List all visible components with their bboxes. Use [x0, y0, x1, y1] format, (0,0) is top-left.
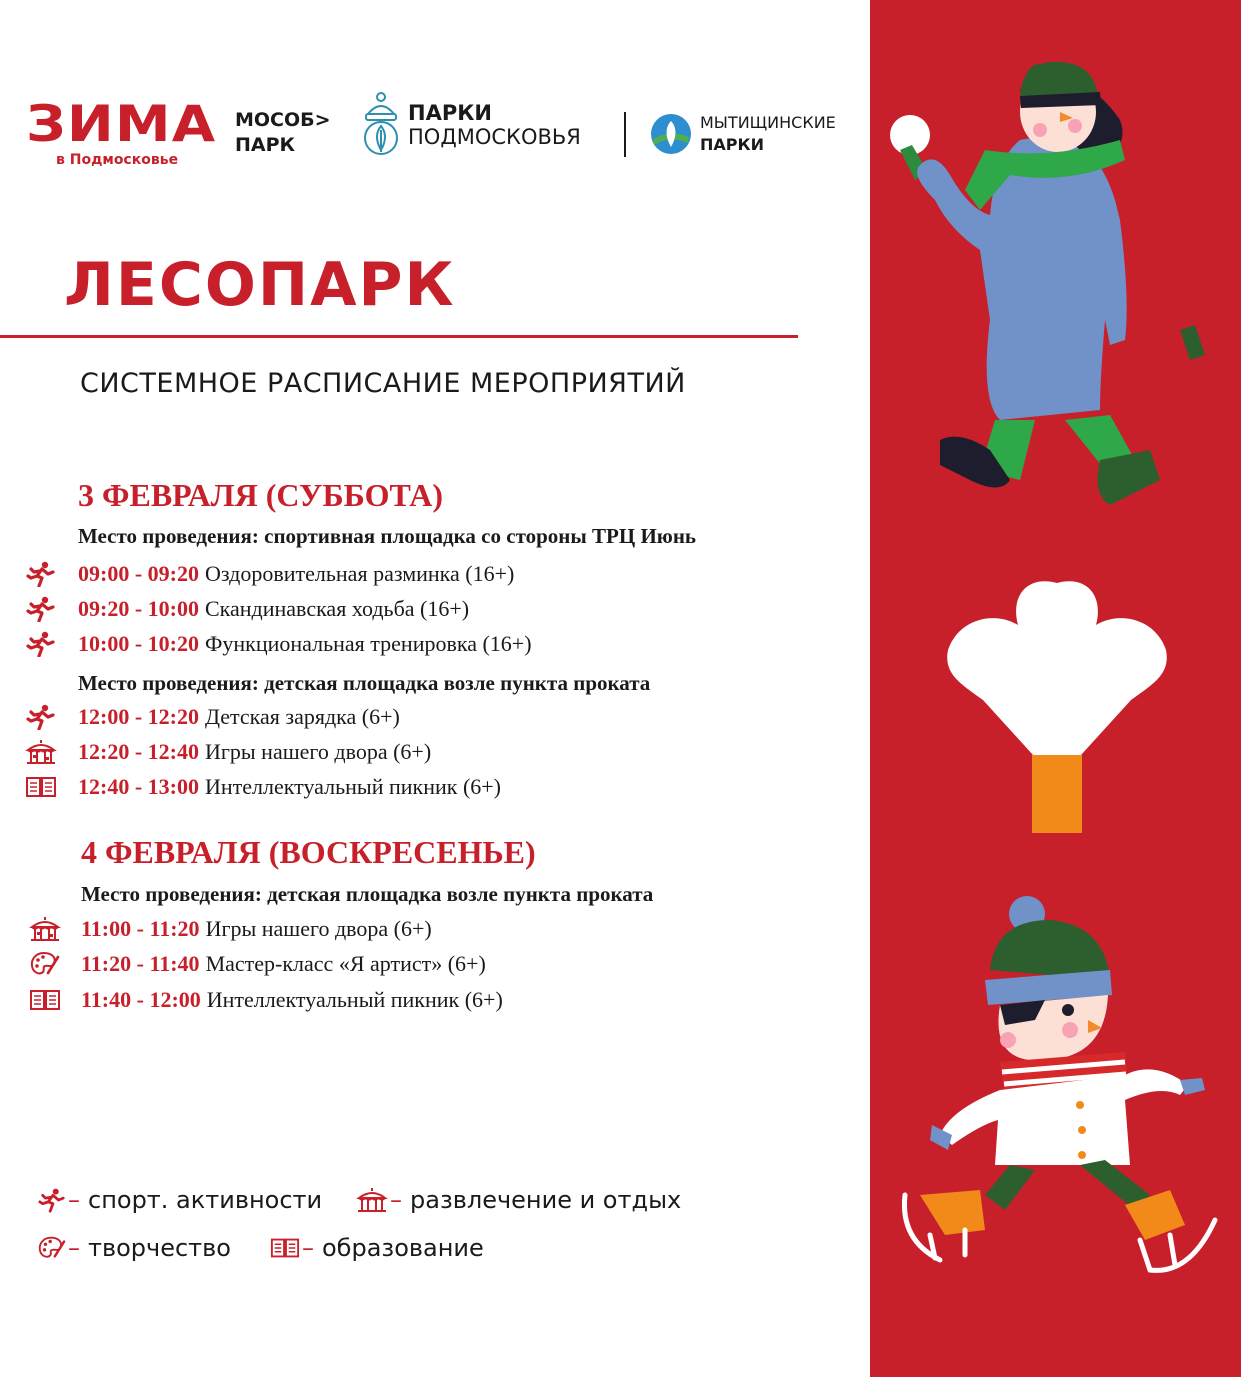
- running-icon: [24, 704, 58, 730]
- leaf-hat-icon: [362, 92, 400, 158]
- book-icon: [270, 1236, 300, 1260]
- schedule-row: [24, 629, 784, 659]
- legend-item-education: – образование: [270, 1234, 484, 1262]
- book-icon: [24, 774, 58, 800]
- event-name: Оздоровительная разминка (16+): [204, 561, 515, 586]
- event-name: Детская зарядка (6+): [204, 704, 400, 729]
- event-name: Игры нашего двора (6+): [204, 739, 432, 764]
- venue-label: Место проведения: спортивная площадка со стороны ТРЦ Июнь: [78, 524, 697, 548]
- event-time: 10:00 - 10:20: [78, 631, 199, 656]
- palette-icon: [28, 951, 62, 977]
- book-icon: [28, 987, 62, 1013]
- parki-logo-line1: ПАРКИ: [408, 101, 492, 125]
- illustration-panel: [870, 0, 1241, 1377]
- event-time: 12:40 - 13:00: [78, 774, 199, 799]
- tree-illustration: [946, 575, 1168, 835]
- event-time: 12:20 - 12:40: [78, 739, 199, 764]
- event-time: 12:00 - 12:20: [78, 704, 199, 729]
- schedule-row: [24, 772, 784, 802]
- schedule-row: [24, 702, 784, 732]
- legend-label: спорт. активности: [88, 1186, 323, 1214]
- mosobpark-logo: [235, 108, 331, 158]
- event-time: 11:40 - 12:00: [81, 987, 201, 1012]
- carousel-icon: [24, 739, 58, 765]
- event-name: Игры нашего двора (6+): [205, 916, 432, 941]
- event-time: 09:00 - 09:20: [78, 561, 199, 586]
- mosobpark-logo-line2: ПАРК: [235, 134, 296, 156]
- schedule-row: [24, 559, 784, 589]
- event-name: Мастер-класс «Я артист» (6+): [205, 951, 486, 976]
- legend-label: творчество: [88, 1234, 231, 1262]
- mytishchi-logo-line1: МЫТИЩИНСКИЕ: [700, 113, 836, 132]
- mytishchi-parks-logo: [650, 112, 836, 156]
- running-icon: [38, 1187, 66, 1213]
- schedule-row: [24, 594, 784, 624]
- event-name: Интеллектуальный пикник (6+): [204, 774, 502, 799]
- carousel-icon: [28, 916, 62, 942]
- page-title: ЛЕСОПАРК: [64, 250, 456, 320]
- girl-snowball-illustration: [870, 0, 1241, 520]
- legend-label: развлечение и отдых: [410, 1186, 682, 1214]
- running-icon: [24, 596, 58, 622]
- legend-item-entertainment: – развлечение и отдых: [356, 1186, 681, 1214]
- mosobpark-logo-line1: МОСОБ>: [235, 109, 331, 131]
- logo-divider: [624, 112, 626, 157]
- parki-logo-line2: ПОДМОСКОВЬЯ: [408, 125, 581, 149]
- page-subtitle: СИСТЕМНОЕ РАСПИСАНИЕ МЕРОПРИЯТИЙ: [80, 368, 686, 399]
- event-name: Функциональная тренировка (16+): [204, 631, 532, 656]
- venue-label: Место проведения: детская площадка возле пункта проката: [81, 882, 654, 906]
- zima-logo: [26, 95, 217, 168]
- zima-logo-word: ЗИМА: [26, 95, 217, 153]
- event-time: 09:20 - 10:00: [78, 596, 199, 621]
- legend-item-creativity: – творчество: [38, 1234, 231, 1262]
- globe-leaf-icon: [650, 113, 692, 155]
- event-name: Интеллектуальный пикник (6+): [206, 987, 503, 1012]
- running-icon: [24, 631, 58, 657]
- venue-label: Место проведения: детская площадка возле пункта проката: [78, 671, 651, 695]
- mytishchi-logo-line2: ПАРКИ: [700, 135, 764, 154]
- day-heading: 3 ФЕВРАЛЯ (СУББОТА): [78, 477, 444, 513]
- legend-item-sport: – спорт. активности: [38, 1186, 322, 1214]
- event-time: 11:00 - 11:20: [81, 916, 200, 941]
- schedule-row: [28, 914, 788, 944]
- carousel-icon: [356, 1186, 388, 1214]
- title-underline: [0, 335, 798, 338]
- event-time: 11:20 - 11:40: [81, 951, 200, 976]
- running-icon: [24, 561, 58, 587]
- schedule-row: [28, 985, 788, 1015]
- zima-logo-sub: в Подмосковье: [56, 152, 179, 168]
- boy-skating-illustration: [870, 890, 1241, 1310]
- legend-label: образование: [322, 1234, 484, 1262]
- palette-icon: [38, 1235, 66, 1261]
- event-name: Скандинавская ходьба (16+): [204, 596, 470, 621]
- schedule-row: [24, 737, 784, 767]
- schedule-row: [28, 949, 788, 979]
- parki-podmoskovya-logo: [362, 92, 581, 158]
- day-heading: 4 ФЕВРАЛЯ (ВОСКРЕСЕНЬЕ): [81, 834, 536, 870]
